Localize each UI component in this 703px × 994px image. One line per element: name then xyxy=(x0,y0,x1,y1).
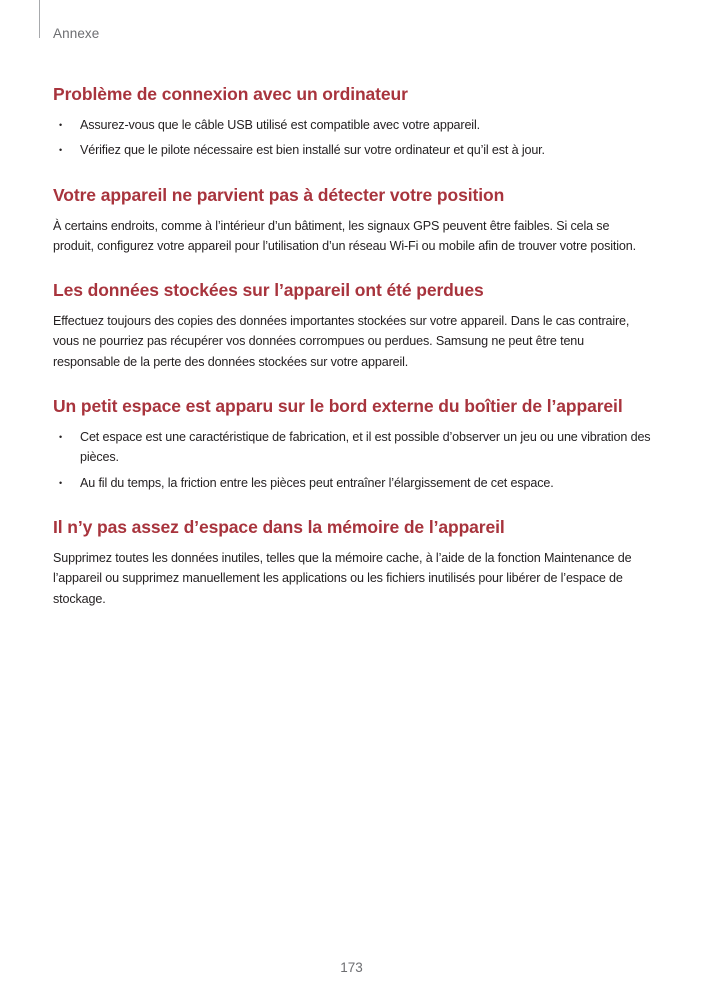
section-storage xyxy=(53,515,653,609)
section-case-gap xyxy=(53,394,653,493)
section-title: Il n’y pas assez d’espace dans la mémoire de l’appareil xyxy=(53,516,505,537)
bullet-icon: • xyxy=(59,432,63,443)
list-item xyxy=(53,473,653,493)
list-item xyxy=(53,140,653,160)
section-usb-connection xyxy=(53,82,653,161)
list-item-text: Cet espace est une caractéristique de fabrication, et il est possible d’observer un jeu ou une vibration des pièces. xyxy=(80,430,651,465)
section-location xyxy=(53,183,653,257)
page-number: 173 xyxy=(340,960,363,975)
bullet-list xyxy=(53,427,653,493)
section-body: À certains endroits, comme à l’intérieur d’un bâtiment, les signaux GPS peuvent être faibles. Si cela se produit, configurez votre appareil pour l’utilisation d’un réseau Wi-Fi ou mobile afin de trouver votre position. xyxy=(53,218,636,253)
chapter-label: Annexe xyxy=(53,26,100,41)
bullet-list xyxy=(53,115,653,161)
header-rule xyxy=(39,0,40,38)
list-item xyxy=(53,427,653,468)
bullet-icon: • xyxy=(59,145,63,156)
list-item-text: Vérifiez que le pilote nécessaire est bien installé sur votre ordinateur et qu’il est à jour. xyxy=(80,143,545,158)
section-body: Effectuez toujours des copies des données importantes stockées sur votre appareil. Dans le cas contraire, vous ne pourriez pas récupérer vos données corrompues ou perdues. Samsung ne peut être tenu responsable de la perte des données stockées sur votre appareil. xyxy=(53,314,630,369)
section-title: Problème de connexion avec un ordinateur xyxy=(53,84,408,104)
section-body: Supprimez toutes les données inutiles, telles que la mémoire cache, à l’aide de la fonction Maintenance de l’appareil ou supprimez manuellement les applications ou les fichiers inutilisés pour libérer de l’espace de stockage. xyxy=(53,550,632,606)
section-data-lost xyxy=(53,278,653,372)
section-title: Les données stockées sur l’appareil ont été perdues xyxy=(53,280,484,301)
list-item xyxy=(53,115,653,135)
list-item-text: Assurez-vous que le câble USB utilisé est compatible avec votre appareil. xyxy=(80,118,480,132)
bullet-icon: • xyxy=(59,120,63,130)
section-title: Un petit espace est apparu sur le bord externe du boîtier de l’appareil xyxy=(53,396,623,417)
list-item-text: Au fil du temps, la friction entre les pièces peut entraîner l’élargissement de cet espace. xyxy=(80,475,554,490)
page-content xyxy=(53,82,653,631)
bullet-icon: • xyxy=(59,477,63,488)
section-title: Votre appareil ne parvient pas à détecter votre position xyxy=(53,184,505,205)
